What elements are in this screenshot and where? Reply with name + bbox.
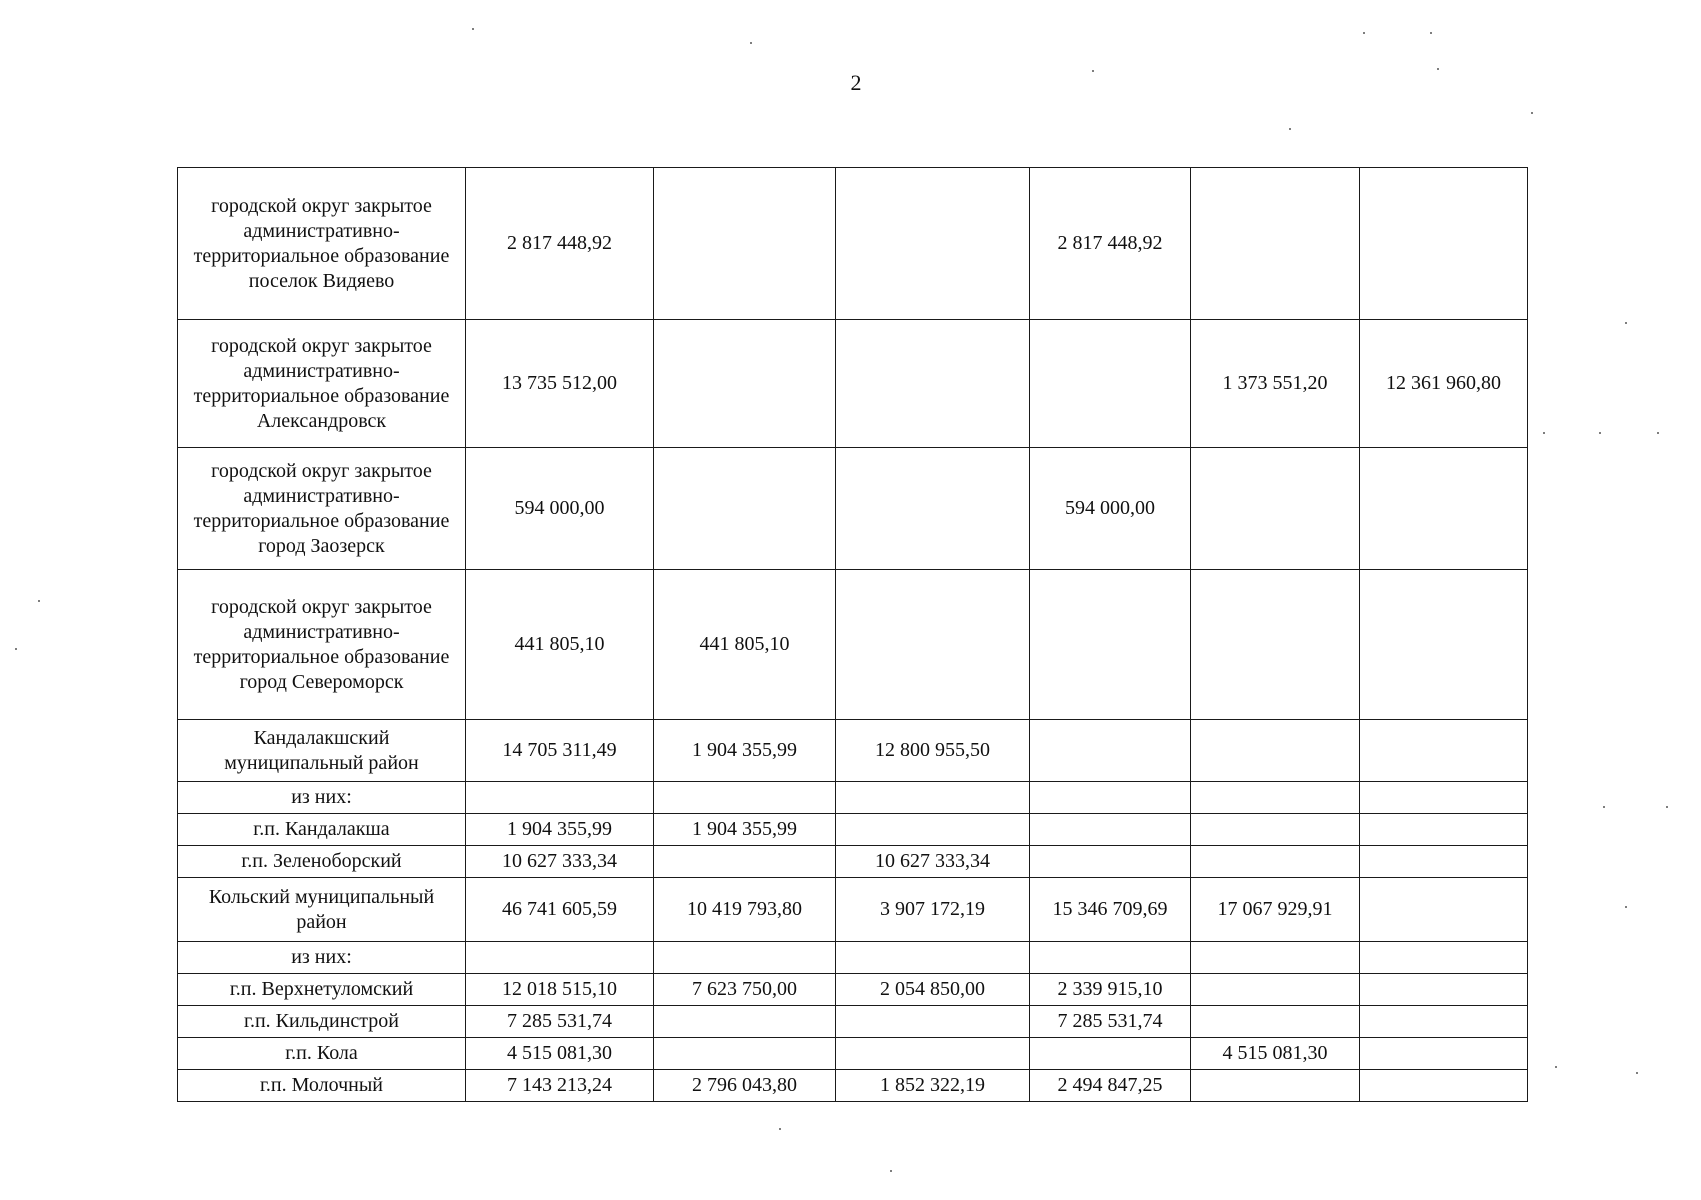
amount-cell-col-2: 2 796 043,80 <box>654 1070 836 1102</box>
amount-cell-col-5 <box>1191 1070 1360 1102</box>
amount-cell-col-5 <box>1191 720 1360 782</box>
table-row <box>178 320 1528 448</box>
row-label: городской округ закрытое административно-территориальное образование поселок Видяево <box>178 168 466 320</box>
scan-speck <box>1603 806 1605 808</box>
page-number: 2 <box>850 70 862 95</box>
row-label: городской округ закрытое административно-территориальное образование город Заозерск <box>178 448 466 570</box>
amount-cell-col-6 <box>1360 878 1528 942</box>
amount-cell-col-6 <box>1360 942 1528 974</box>
amount-cell-col-2 <box>654 1038 836 1070</box>
table-row <box>178 720 1528 782</box>
scan-speck <box>1437 68 1439 70</box>
amount-cell-col-3 <box>836 570 1030 720</box>
amount-cell-col-2 <box>654 846 836 878</box>
amount-cell-col-5: 4 515 081,30 <box>1191 1038 1360 1070</box>
amount-cell-col-2 <box>654 320 836 448</box>
amount-cell-col-3 <box>836 448 1030 570</box>
amount-cell-col-3 <box>836 782 1030 814</box>
amount-cell-col-4: 2 817 448,92 <box>1030 168 1191 320</box>
amount-cell-col-1: 7 143 213,24 <box>466 1070 654 1102</box>
amount-cell-col-4 <box>1030 782 1191 814</box>
amount-cell-col-5 <box>1191 448 1360 570</box>
scan-speck <box>890 1170 892 1172</box>
amount-cell-col-3: 3 907 172,19 <box>836 878 1030 942</box>
row-label: городской округ закрытое административно-территориальное образование Александровск <box>178 320 466 448</box>
amount-cell-col-5 <box>1191 570 1360 720</box>
table-row <box>178 1038 1528 1070</box>
scan-speck <box>15 648 17 650</box>
scan-speck <box>1092 70 1094 72</box>
amount-cell-col-2 <box>654 448 836 570</box>
scan-speck <box>1430 32 1432 34</box>
amount-cell-col-2 <box>654 1006 836 1038</box>
amount-cell-col-6 <box>1360 168 1528 320</box>
amount-cell-col-4 <box>1030 846 1191 878</box>
amount-cell-col-3 <box>836 320 1030 448</box>
amount-cell-col-2 <box>654 168 836 320</box>
amount-cell-col-2: 10 419 793,80 <box>654 878 836 942</box>
amount-cell-col-5 <box>1191 168 1360 320</box>
amount-cell-col-4: 7 285 531,74 <box>1030 1006 1191 1038</box>
amount-cell-col-6 <box>1360 448 1528 570</box>
amount-cell-col-6 <box>1360 1038 1528 1070</box>
amount-cell-col-2: 1 904 355,99 <box>654 814 836 846</box>
row-label: г.п. Кола <box>178 1038 466 1070</box>
amount-cell-col-6 <box>1360 1006 1528 1038</box>
amount-cell-col-5 <box>1191 942 1360 974</box>
table-row <box>178 168 1528 320</box>
amount-cell-col-5 <box>1191 1006 1360 1038</box>
amount-cell-col-3 <box>836 1038 1030 1070</box>
amount-cell-col-1: 4 515 081,30 <box>466 1038 654 1070</box>
amount-cell-col-1 <box>466 782 654 814</box>
amount-cell-col-2: 7 623 750,00 <box>654 974 836 1006</box>
amount-cell-col-5: 17 067 929,91 <box>1191 878 1360 942</box>
amount-cell-col-2: 1 904 355,99 <box>654 720 836 782</box>
scan-speck <box>1555 1066 1557 1068</box>
table-row <box>178 570 1528 720</box>
table-row <box>178 448 1528 570</box>
row-label: городской округ закрытое административно-территориальное образование город Североморск <box>178 570 466 720</box>
amount-cell-col-4 <box>1030 1038 1191 1070</box>
scan-speck <box>1363 32 1365 34</box>
amount-cell-col-1: 441 805,10 <box>466 570 654 720</box>
amount-cell-col-1: 1 904 355,99 <box>466 814 654 846</box>
table-body <box>178 168 1528 1102</box>
amount-cell-col-1: 13 735 512,00 <box>466 320 654 448</box>
scan-speck <box>1531 112 1533 114</box>
scan-speck <box>38 600 40 602</box>
amount-cell-col-5 <box>1191 814 1360 846</box>
amount-cell-col-4 <box>1030 814 1191 846</box>
row-label: Кольский муниципальный район <box>178 878 466 942</box>
scan-speck <box>1599 432 1601 434</box>
amount-cell-col-1: 10 627 333,34 <box>466 846 654 878</box>
scan-speck <box>779 1128 781 1130</box>
amount-cell-col-2 <box>654 942 836 974</box>
amount-cell-col-5 <box>1191 846 1360 878</box>
table-row <box>178 846 1528 878</box>
row-label: из них: <box>178 782 466 814</box>
amount-cell-col-6 <box>1360 974 1528 1006</box>
amount-cell-col-4: 15 346 709,69 <box>1030 878 1191 942</box>
amount-cell-col-6 <box>1360 814 1528 846</box>
amount-cell-col-3: 2 054 850,00 <box>836 974 1030 1006</box>
row-label: г.п. Зеленоборский <box>178 846 466 878</box>
amount-cell-col-2: 441 805,10 <box>654 570 836 720</box>
amount-cell-col-1: 14 705 311,49 <box>466 720 654 782</box>
amount-cell-col-1: 594 000,00 <box>466 448 654 570</box>
amount-cell-col-3 <box>836 1006 1030 1038</box>
amount-cell-col-2 <box>654 782 836 814</box>
scan-speck <box>472 28 474 30</box>
amount-cell-col-5: 1 373 551,20 <box>1191 320 1360 448</box>
amount-cell-col-4 <box>1030 720 1191 782</box>
amount-cell-col-4 <box>1030 320 1191 448</box>
amount-cell-col-3 <box>836 168 1030 320</box>
amount-cell-col-6 <box>1360 846 1528 878</box>
scan-speck <box>1657 432 1659 434</box>
table-row <box>178 814 1528 846</box>
table-row <box>178 1070 1528 1102</box>
scan-speck <box>1625 322 1627 324</box>
amount-cell-col-3: 10 627 333,34 <box>836 846 1030 878</box>
amount-cell-col-1: 7 285 531,74 <box>466 1006 654 1038</box>
amount-cell-col-6: 12 361 960,80 <box>1360 320 1528 448</box>
amount-cell-col-1 <box>466 942 654 974</box>
scan-speck <box>750 42 752 44</box>
amount-cell-col-3 <box>836 814 1030 846</box>
row-label: г.п. Верхнетуломский <box>178 974 466 1006</box>
table-row <box>178 942 1528 974</box>
amount-cell-col-6 <box>1360 782 1528 814</box>
amount-cell-col-1: 46 741 605,59 <box>466 878 654 942</box>
amount-cell-col-3 <box>836 942 1030 974</box>
table-row <box>178 782 1528 814</box>
row-label: из них: <box>178 942 466 974</box>
amount-cell-col-4: 2 339 915,10 <box>1030 974 1191 1006</box>
amount-cell-col-3: 12 800 955,50 <box>836 720 1030 782</box>
scan-speck <box>1625 906 1627 908</box>
amount-cell-col-5 <box>1191 974 1360 1006</box>
amount-cell-col-6 <box>1360 570 1528 720</box>
amount-cell-col-1: 2 817 448,92 <box>466 168 654 320</box>
scan-speck <box>1666 806 1668 808</box>
table-row <box>178 974 1528 1006</box>
amount-cell-col-4 <box>1030 942 1191 974</box>
amount-cell-col-6 <box>1360 720 1528 782</box>
amount-cell-col-4 <box>1030 570 1191 720</box>
scan-speck <box>1636 1072 1638 1074</box>
amount-cell-col-4: 594 000,00 <box>1030 448 1191 570</box>
table-row <box>178 1006 1528 1038</box>
budget-table <box>177 167 1528 1102</box>
row-label: г.п. Молочный <box>178 1070 466 1102</box>
scan-speck <box>1543 432 1545 434</box>
table-row <box>178 878 1528 942</box>
row-label: Кандалакшский муниципальный район <box>178 720 466 782</box>
amount-cell-col-6 <box>1360 1070 1528 1102</box>
row-label: г.п. Кильдинстрой <box>178 1006 466 1038</box>
amount-cell-col-1: 12 018 515,10 <box>466 974 654 1006</box>
row-label: г.п. Кандалакша <box>178 814 466 846</box>
amount-cell-col-3: 1 852 322,19 <box>836 1070 1030 1102</box>
scan-speck <box>1289 128 1291 130</box>
amount-cell-col-5 <box>1191 782 1360 814</box>
amount-cell-col-4: 2 494 847,25 <box>1030 1070 1191 1102</box>
